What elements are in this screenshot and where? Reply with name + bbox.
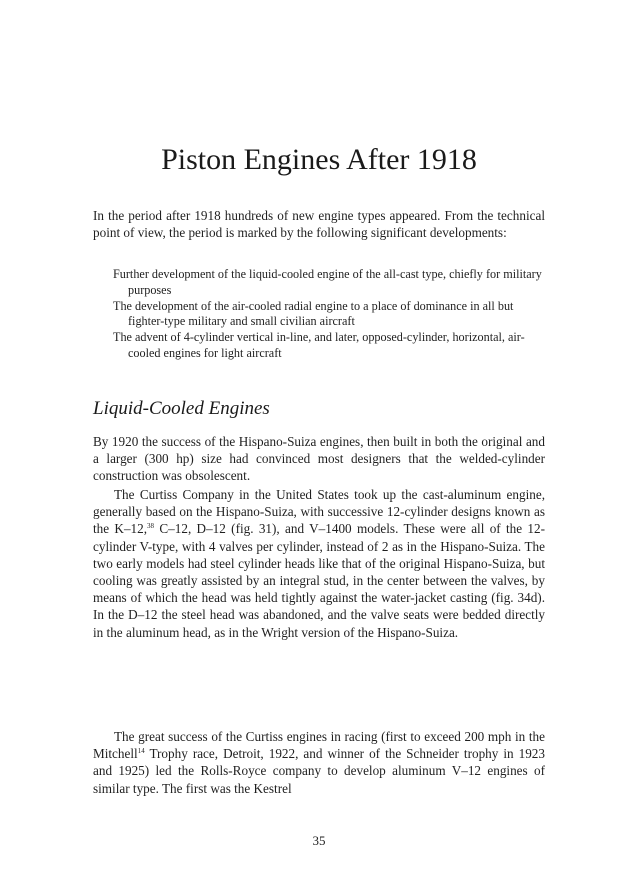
list-item: The advent of 4-cylinder vertical in-line, and later, opposed-cylinder, horizontal, air-cooled engines for light aircraft (113, 330, 525, 360)
section-heading: Liquid-Cooled Engines (93, 398, 270, 419)
paragraph-text: The great success of the Curtiss engines in racing (first to exceed 200 mph in the Mitchell (93, 729, 545, 762)
paragraph-text: The Curtiss Company in the United States took up the cast-aluminum engine, generally based on the Hispano-Suiza, with successive 12-cylinder designs known as the K–12, (93, 487, 545, 537)
page-number: 35 (312, 833, 326, 848)
body-paragraph (93, 728, 545, 797)
paragraph-text: C–12, D–12 (fig. 31), and V–1400 models. These were all of the 12-cylinder V-type, with 4 valves per cylinder, instead of 2 as in the Hispano-Suiza. The two early models had steel cylinder heads like that of the original Hispano-Suiza, but cooling was greatly assisted by an integral stud, in the center between the valves, by means of which the head was held tightly against the water-jacket casting (fig. 34d). In the D–12 the steel head was abandoned, and the valve seats were bedded directly in the aluminum head, as in the Wright version of the Hispano-Suiza. (93, 521, 546, 640)
list-item: The development of the air-cooled radial engine to a place of dominance in all but fighter-type military and small civilian aircraft (113, 298, 514, 329)
page-title: Piston Engines After 1918 (161, 143, 477, 176)
paragraph-text: Trophy race, Detroit, 1922, and winner of the Schneider trophy in 1923 and 1925) led the Rolls-Royce company to develop aluminum V–12 engines of similar type. The first was the Kestrel (93, 746, 545, 796)
intro-paragraph: In the period after 1918 hundreds of new engine types appeared. From the technical point of view, the period is marked by the following significant developments: (93, 208, 545, 241)
list-item: Further development of the liquid-cooled engine of the all-cast type, chiefly for military purposes (113, 267, 542, 297)
body-paragraph (93, 486, 545, 641)
footnote-marker: 14 (137, 747, 145, 756)
body-paragraph: By 1920 the success of the Hispano-Suiza engines, then built in both the original and a larger (300 hp) size had convinced most designers that the welded-cylinder construction was obsolescent. (93, 434, 545, 484)
footnote-marker: 38 (147, 522, 155, 531)
developments-list (113, 267, 545, 362)
